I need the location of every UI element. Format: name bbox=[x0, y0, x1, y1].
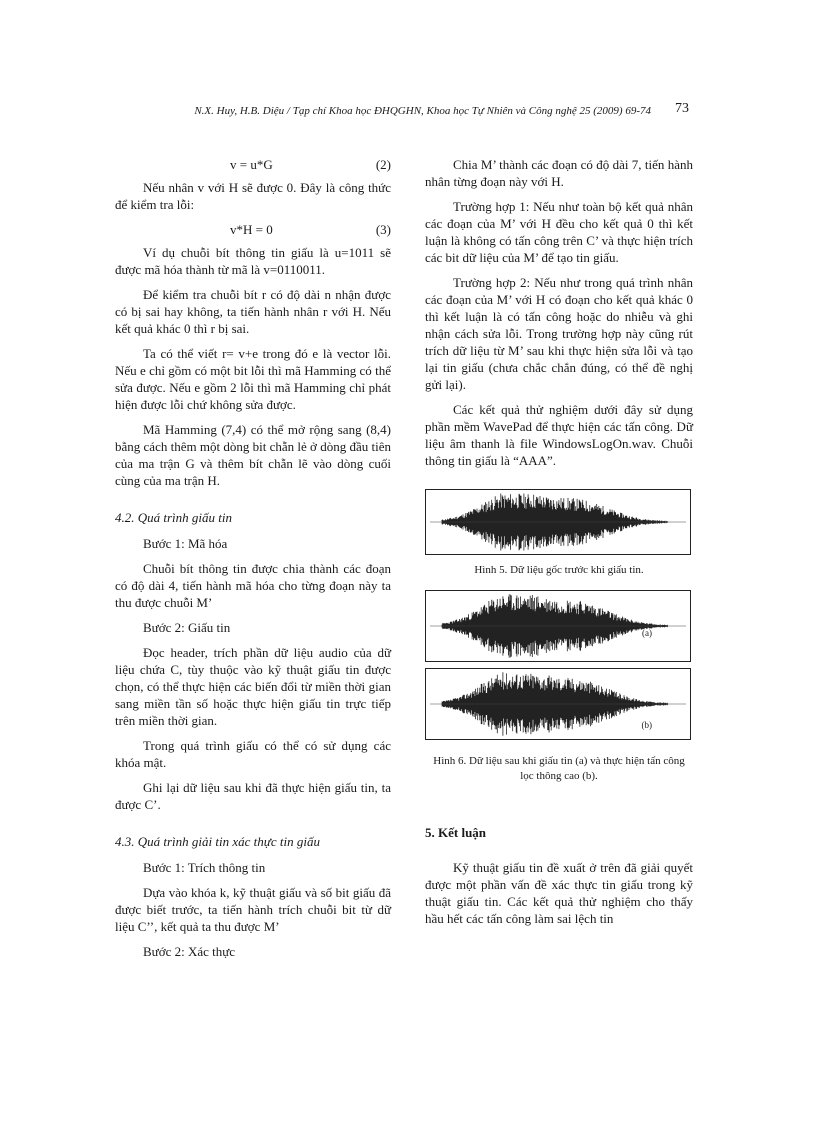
paragraph: Nếu nhân v với H sẽ được 0. Đây là công thức để kiểm tra lỗi: bbox=[115, 180, 391, 212]
step-label: Bước 1: Trích thông tin bbox=[143, 860, 266, 875]
paragraph: Ta có thể viết r= v+e trong đó e là vector lỗi. Nếu e chỉ gồm có một bit lỗi thì mã Hamming có thể sửa được. Nếu e gồm 2 lỗi thì mã Hamming chỉ phát hiện được lỗi chứ không sửa được. bbox=[115, 346, 391, 412]
paragraph: Chia M’ thành các đoạn có độ dài 7, tiến hành nhân từng đoạn này với H. bbox=[425, 157, 693, 189]
step-label: Bước 1: Mã hóa bbox=[143, 536, 228, 551]
equation-3 bbox=[115, 221, 391, 238]
paragraph: Kỹ thuật giấu tin đề xuất ở trên đã giải quyết được một phần vấn đề xác thực tin giấu trong kỹ thuật giấu tin. Các kết quả thử nghiệm cho thấy hầu hết các tấn công làm sai lệch tin bbox=[425, 860, 693, 926]
equation-number: (2) bbox=[375, 157, 391, 172]
paragraph: Các kết quả thử nghiệm dưới đây sử dụng phần mềm WavePad để thực hiện các tấn công. Dữ liệu âm thanh là file WindowsLogOn.wav. Chuỗi thông tin giấu là “AAA”. bbox=[425, 402, 693, 468]
paragraph: Trường hợp 2: Nếu như trong quá trình nhân các đoạn của M’ với H có đoạn cho kết quả khác 0 thì kết luận là có tấn công hoặc do nhiễu và ghi nhận cách sửa lỗi. Trong trường hợp này cũng rút trích dữ liệu từ M’ sau khi thực hiện sửa lỗi và tạo lại tin giấu (chưa chắc chắn đúng, có thể đề nghị gửi lại). bbox=[425, 275, 693, 392]
paragraph: Để kiểm tra chuỗi bít r có độ dài n nhận được có bị sai hay không, ta tiến hành nhân r với H. Nếu kết quả khác 0 thì r bị sai. bbox=[115, 287, 391, 336]
figure-6b-label: (b) bbox=[641, 720, 652, 730]
section-heading-5: 5. Kết luận bbox=[425, 825, 487, 840]
step-label: Bước 2: Giấu tin bbox=[143, 620, 231, 635]
equation-expression: v*H = 0 bbox=[230, 222, 273, 237]
figure-5-caption: Hình 5. Dữ liệu gốc trước khi giấu tin. bbox=[474, 564, 644, 576]
paragraph: Đọc header, trích phần dữ liệu audio của dữ liệu chứa C, tùy thuộc vào kỹ thuật giấu tin được chọn, có thể thực hiện các biến đổi từ miền thời gian sang miền tần số hoặc thực hiện giấu tin trực tiếp trên miền thời gian. bbox=[115, 645, 391, 728]
right-column bbox=[425, 156, 693, 935]
paragraph: Ví dụ chuỗi bít thông tin giấu là u=1011 sẽ được mã hóa thành từ mã là v=0110011. bbox=[115, 245, 391, 277]
equation-expression: v = u*G bbox=[230, 157, 273, 172]
paragraph: Trong quá trình giấu có thể có sử dụng các khóa mật. bbox=[115, 738, 391, 770]
left-column bbox=[115, 156, 391, 968]
paragraph: Trường hợp 1: Nếu như toàn bộ kết quả nhân các đoạn của M’ với H đều cho kết quả 0 thì kết luận là không có tấn công trên C’ và thực hiện trích các bit dữ liệu của M’ để tạo tin giấu. bbox=[425, 199, 693, 265]
figure-6-caption: Hình 6. Dữ liệu sau khi giấu tin (a) và thực hiện tấn công lọc thông cao (b). bbox=[433, 755, 685, 782]
paragraph: Chuỗi bít thông tin được chia thành các đoạn có độ dài 4, tiến hành mã hóa cho từng đoạn này ta thu được chuỗi M’ bbox=[115, 561, 391, 610]
equation-2 bbox=[115, 156, 391, 173]
paragraph: Mã Hamming (7,4) có thể mở rộng sang (8,4) bằng cách thêm một dòng bit chẵn lẻ ở dòng đầu tiên của ma trận G và thêm bít chẵn lẽ vào dòng cuối cùng của ma trận H. bbox=[115, 422, 391, 488]
figure-6a-label: (a) bbox=[642, 628, 652, 638]
figure-6a-waveform bbox=[425, 590, 691, 662]
paragraph: Ghi lại dữ liệu sau khi đã thực hiện giấu tin, ta được C’. bbox=[115, 780, 391, 812]
running-header bbox=[0, 101, 816, 121]
section-heading-4-3: 4.3. Quá trình giải tin xác thực tin giấu bbox=[115, 834, 320, 849]
page-number: 73 bbox=[675, 101, 689, 116]
waveform-original bbox=[426, 490, 690, 554]
step-label: Bước 2: Xác thực bbox=[143, 944, 236, 959]
equation-number: (3) bbox=[375, 222, 391, 237]
running-title: N.X. Huy, H.B. Diệu / Tạp chí Khoa học ĐHQGHN, Khoa học Tự Nhiên và Công nghệ 25 (2009) 69-74 bbox=[194, 105, 651, 117]
paragraph: Dựa vào khóa k, kỹ thuật giấu và số bit giấu đã được biết trước, ta tiến hành trích chuỗi bit từ dữ liệu C’’, kết quả ta thu được M’ bbox=[115, 885, 391, 934]
section-heading-4-2: 4.2. Quá trình giấu tin bbox=[115, 510, 233, 525]
figure-6b-waveform bbox=[425, 668, 691, 740]
figure-5-waveform bbox=[425, 489, 691, 555]
